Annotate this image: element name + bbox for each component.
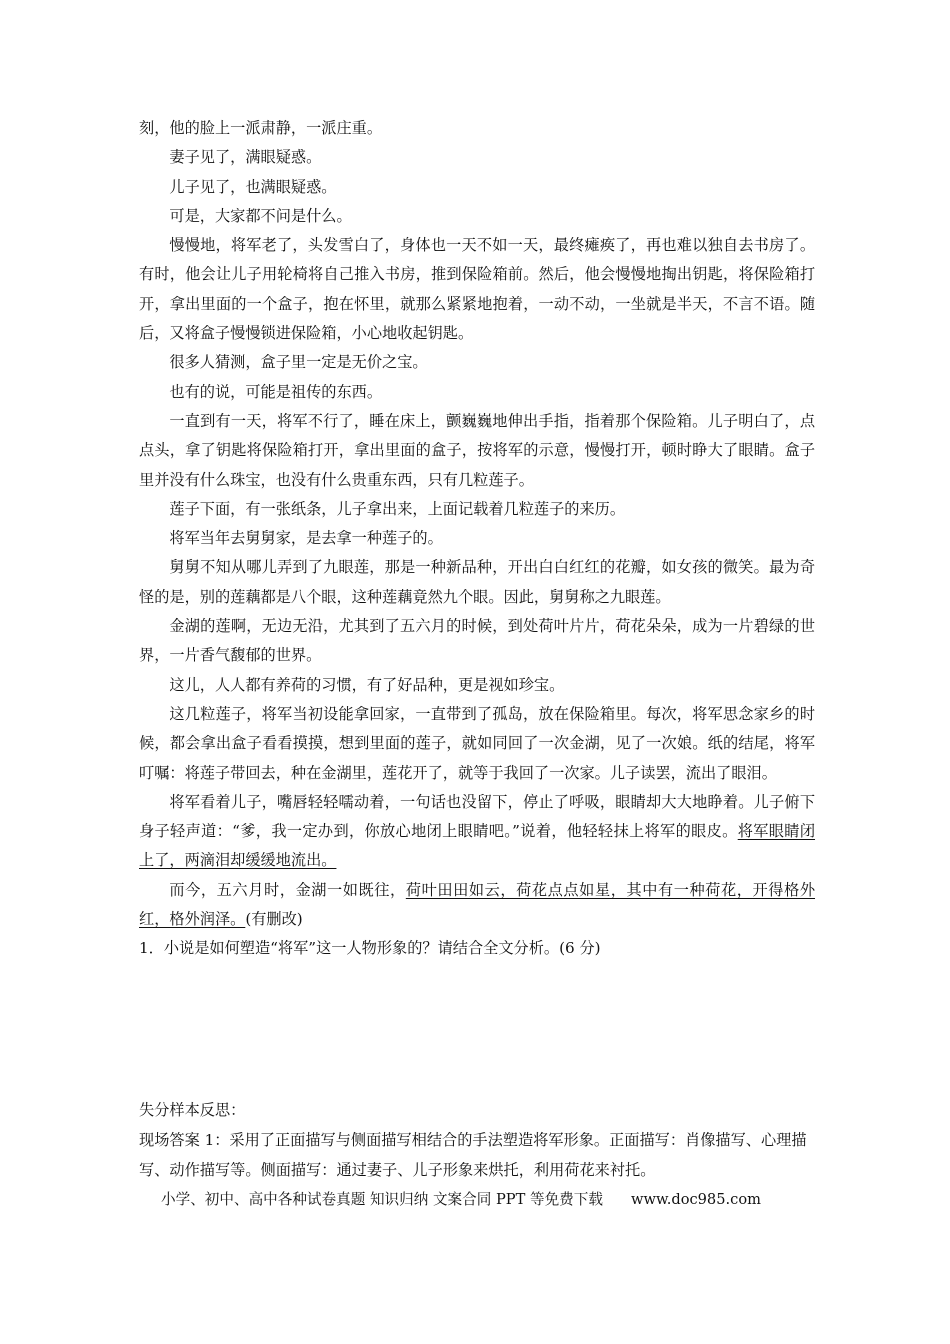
question-1: 1．小说是如何塑造“将军”这一人物形象的？请结合全文分析。(6 分) (139, 939, 601, 958)
paragraph-11: 金湖的莲啊，无边无沿，尤其到了五六月的时候，到处荷叶片片，荷花朵朵，成为一片碧绿的世界，一片香气馥郁的世界。 (139, 617, 815, 665)
document-page (139, 114, 815, 1185)
source-note: (有删改) (245, 910, 303, 929)
paragraph-8: 莲子下面，有一张纸条，儿子拿出来，上面记载着几粒莲子的来历。 (169, 499, 626, 518)
paragraph-0: 刻，他的脸上一派肃静，一派庄重。 (139, 119, 382, 137)
paragraph-14 (139, 788, 815, 876)
paragraph-7: 一直到有一天，将军不行了，睡在床上，颤巍巍地伸出手指，指着那个保险箱。儿子明白了，点点头，拿了钥匙将保险箱打开，拿出里面的盒子，按将军的示意，慢慢打开，顿时睁大了眼睛。盒子里并没有什么珠宝，也没有什么贵重东西，只有几粒莲子。 (139, 411, 815, 489)
paragraph-4: 慢慢地，将军老了，头发雪白了，身体也一天不如一天，最终瘫痪了，再也难以独自去书房了。有时，他会让儿子用轮椅将自己推入书房，推到保险箱前。然后，他会慢慢地掏出钥匙，将保险箱打开，拿出里面的一个盒子，抱在怀里，就那么紧紧地抱着，一动不动，一坐就是半天，不言不语。随后，又将盒子慢慢锁进保险箱，小心地收起钥匙。 (139, 236, 815, 343)
paragraph-13: 这几粒莲子，将军当初设能拿回家，一直带到了孤岛，放在保险箱里。每次，将军思念家乡的时候，都会拿出盒子看看摸摸，想到里面的莲子，就如同回了一次金湖，见了一次娘。纸的结尾，将军叮嘱：将莲子带回去，种在金湖里，莲花开了，就等于我回了一次家。儿子读罢，流出了眼泪。 (139, 704, 815, 782)
footer-text: 小学、初中、高中各种试卷真题 知识归纳 文案合同 PPT 等免费下载 (161, 1191, 603, 1208)
underlined-sentence-2: 荷叶田田如云，荷花点点如星，其中有一种荷花，开得格外红，格外润泽。 (139, 880, 816, 929)
page-footer (161, 1188, 761, 1209)
paragraph-10: 舅舅不知从哪儿弄到了九眼莲，那是一种新品种，开出白白红红的花瓣，如女孩的微笑。最为奇怪的是，别的莲藕都是八个眼，这种莲藕竟然九个眼。因此，舅舅称之九眼莲。 (139, 558, 815, 606)
paragraph-15 (139, 876, 815, 935)
sample-answer-1: 现场答案 1：采用了正面描写与侧面描写相结合的手法塑造将军形象。正面描写：肖像描写、心理描写、动作描写等。侧面描写：通过妻子、儿子形象来烘托，利用荷花来衬托。 (139, 1130, 807, 1179)
paragraph-5: 很多人猜测，盒子里一定是无价之宝。 (169, 353, 428, 372)
paragraph-2: 儿子见了，也满眼疑惑。 (169, 177, 337, 196)
footer-site: www.doc985.com (630, 1191, 761, 1208)
paragraph-1: 妻子见了，满眼疑惑。 (169, 148, 322, 167)
paragraph-3: 可是，大家都不问是什么。 (169, 206, 352, 225)
reflection-heading: 失分样本反思： (139, 1100, 246, 1119)
paragraph-9: 将军当年去舅舅家，是去拿一种莲子的。 (169, 529, 443, 548)
paragraph-6: 也有的说，可能是祖传的东西。 (169, 382, 383, 401)
underlined-sentence-1: 将军眼睛闭上了，两滴泪却缓缓地流出。 (139, 822, 816, 870)
paragraph-15-text: 而今，五六月时，金湖一如既往， (169, 880, 406, 899)
answer-space (139, 979, 815, 1095)
paragraph-14-text: 将军看着儿子，嘴唇轻轻嚅动着，一句话也没留下，停止了呼吸，眼睛却大大地睁着。儿子俯下身子轻声道：“爹，我一定办到，你放心地闭上眼睛吧。”说着，他轻轻抹上将军的眼皮。 (139, 792, 815, 841)
paragraph-12: 这儿，人人都有养荷的习惯，有了好品种，更是视如珍宝。 (169, 675, 565, 694)
